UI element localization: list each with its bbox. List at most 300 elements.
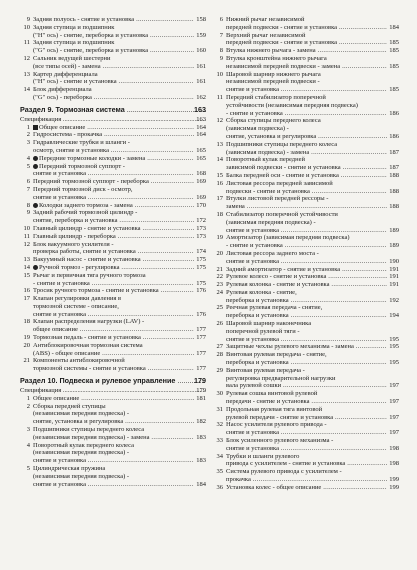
toc-entry-line — [226, 133, 387, 141]
toc-entry-page: 173 — [196, 224, 206, 232]
toc-entry-line — [33, 449, 194, 457]
toc-entry-line — [226, 382, 387, 390]
toc-entry-page: 184 — [196, 480, 206, 488]
toc-entry-line — [226, 47, 387, 55]
toc-entry-number: 33 — [216, 437, 223, 445]
toc-entry-text: Реечная рулевая передача - снятие, — [226, 304, 323, 312]
toc-entry-text: снятие и установка — [33, 457, 86, 465]
toc-entry-page: 195 — [389, 335, 399, 343]
toc-entry-page: 164 — [196, 123, 206, 131]
toc-entry-line — [33, 350, 194, 358]
toc-entry-text: независимой передней подвески - — [226, 78, 320, 86]
toc-entry-text: снятие и установка — [33, 170, 86, 178]
toc-entry-number: 9 — [26, 16, 30, 23]
toc-entry-page: 185 — [389, 86, 399, 94]
toc-entry-page: 183 — [196, 433, 206, 441]
circle-icon — [33, 156, 38, 161]
toc-entry-line — [226, 320, 387, 328]
toc-entry-number: 23 — [216, 281, 223, 289]
toc-entry-page: 199 — [389, 483, 399, 491]
toc-entry-number: 3 — [26, 139, 30, 147]
toc-entry-text: Шаровой шарнир нижнего рычага — [226, 70, 321, 78]
toc-entry-page: 188 — [389, 203, 399, 211]
section-9-heading — [20, 105, 206, 114]
toc-entry-line — [33, 147, 194, 155]
toc-entry — [20, 16, 206, 24]
toc-entry-number: 10 — [216, 70, 223, 78]
toc-entry — [213, 367, 399, 390]
toc-entry-page: 185 — [389, 39, 399, 47]
toc-entry-text: Компоненты антиблокировочной — [33, 357, 125, 365]
toc-entry-text: привода с усилителем - снятие и установка — [226, 460, 346, 468]
toc-entry-line — [33, 63, 194, 71]
toc-entry — [20, 233, 206, 241]
toc-entry-line — [226, 445, 387, 453]
toc-entry-line — [226, 429, 387, 437]
toc-entry-line — [226, 55, 387, 63]
toc-entry-text: тормозной системы - снятие и установка — [33, 365, 146, 373]
toc-entry-text: Тормозная педаль - снятие и установка — [33, 334, 141, 342]
toc-entry-page: 192 — [389, 296, 399, 304]
toc-entry-line — [226, 234, 387, 242]
toc-entry-page: 197 — [389, 429, 399, 437]
toc-entry-page: 175 — [196, 263, 206, 271]
toc-entry-number: 35 — [216, 468, 223, 476]
toc-entry-text: передней подвески - снятие и установка — [226, 23, 338, 31]
toc-entry — [213, 266, 399, 274]
toc-entry-text: переборка и установка — [226, 359, 289, 367]
toc-entry-text: Задняя ступица и подшипник — [33, 23, 115, 31]
toc-entry-line — [33, 124, 194, 132]
toc-entry-number: 8 — [26, 201, 30, 209]
toc-entry-number: 19 — [23, 334, 30, 342]
toc-entry-line — [33, 303, 194, 311]
toc-entry-text: (зависимая передняя подвеска) - — [226, 218, 316, 226]
toc-entry-number: 5 — [26, 465, 30, 473]
toc-entry-line — [33, 311, 194, 319]
toc-entry-number: 8 — [219, 47, 223, 55]
toc-entry-line — [226, 328, 387, 336]
toc-entry — [20, 318, 206, 334]
toc-entry-number: 19 — [216, 234, 223, 242]
toc-entry-text: Колодки заднего тормоза - замена — [39, 201, 133, 209]
toc-entry-line — [33, 170, 194, 178]
toc-entry — [213, 180, 399, 196]
toc-entry-page: 172 — [196, 217, 206, 225]
toc-entry-text: снятие и установка — [226, 444, 279, 452]
toc-entry-page: 177 — [196, 334, 206, 342]
toc-entry-number: 29 — [216, 366, 223, 374]
toc-entry-number: 15 — [216, 171, 223, 179]
toc-entry — [213, 55, 399, 71]
toc-entry — [20, 124, 206, 132]
toc-entry-number: 6 — [26, 178, 30, 186]
toc-entry-line — [226, 297, 387, 305]
toc-entry — [213, 406, 399, 422]
section-10-title: Раздел 10. Подвеска и рулевое управление ..... — [20, 376, 206, 385]
toc-entry — [20, 295, 206, 318]
toc-entry-text: Листовая рессора передней зависимой — [226, 179, 333, 187]
toc-entry-number: 30 — [216, 390, 223, 398]
left-column — [20, 16, 206, 488]
toc-entry-line — [33, 71, 194, 79]
toc-entry-number: 13 — [23, 256, 30, 264]
toc-entry-text: Передние тормозные колодки - замена — [39, 154, 146, 162]
toc-entry-number: 7 — [219, 31, 223, 39]
toc-entry-line — [226, 63, 387, 71]
toc-entry-line — [33, 209, 194, 217]
toc-entry — [213, 273, 399, 281]
toc-entry-line — [226, 273, 387, 281]
toc-entry-line — [33, 155, 194, 163]
toc-entry-line — [33, 410, 194, 418]
toc-entry-text: устойчивости (независимая передняя подвеска) — [226, 101, 358, 109]
toc-entry-text: тормозной системе - описание, — [33, 302, 119, 310]
toc-entry-text: Рычаг и первичная тяга ручного тормоза — [33, 271, 146, 279]
section-10-heading — [20, 376, 206, 385]
toc-entry-line — [226, 437, 387, 445]
toc-entry-line — [226, 460, 387, 468]
toc-entry-number: 1 — [26, 123, 30, 131]
toc-entry-number: 25 — [216, 304, 223, 312]
toc-entry-page: 191 — [389, 281, 399, 289]
toc-entry-line — [33, 434, 194, 442]
toc-entry-number: 16 — [216, 179, 223, 187]
toc-entry-line — [226, 258, 387, 266]
toc-entry-number: 12 — [23, 240, 30, 248]
toc-entry-page: 158 — [196, 16, 206, 23]
toc-entry-text: Главный цилиндр - снятие и установка — [33, 224, 141, 232]
toc-entry — [213, 141, 399, 157]
toc-entry-text: передней подвески - снятие и установка — [226, 39, 338, 47]
section-10-page: 179 — [194, 376, 206, 386]
toc-entry — [20, 155, 206, 163]
toc-entry — [213, 437, 399, 453]
toc-entry-text: снятие и установка — [33, 193, 86, 201]
toc-entry-line — [33, 233, 194, 241]
toc-entry-line — [226, 289, 387, 297]
toc-entry-text: снятие, установка и регулировка — [33, 418, 124, 426]
toc-entry — [20, 395, 206, 403]
toc-entry-line — [226, 390, 387, 398]
toc-entry-text: снятие и установка — [226, 429, 279, 437]
toc-entry-text: - снятие и установка — [226, 109, 283, 117]
toc-entry-line — [226, 250, 387, 258]
toc-entry-text: независимой передней подвески - замена — [226, 62, 341, 70]
toc-entry-number: 20 — [216, 249, 223, 257]
toc-entry-text: Втулки листовой передней рессоры - — [226, 195, 329, 203]
toc-entry-text: Защитные чехлы рулевого механизма - замена — [226, 343, 354, 351]
circle-icon — [33, 265, 38, 270]
toc-entry-page: 186 — [389, 109, 399, 117]
toc-entry — [213, 47, 399, 55]
toc-entry-text: Верхний рычаг независимой — [226, 31, 306, 39]
toc-entry-page: 181 — [196, 394, 206, 402]
toc-entry-text: Система рулевого привода с усилителем - — [226, 468, 342, 476]
toc-entry-line — [226, 266, 387, 274]
section-9-title: Раздел 9. Тормозная система ..... — [20, 105, 206, 114]
toc-entry-text: Блок дифференциала — [33, 86, 92, 94]
toc-entry — [213, 390, 399, 406]
toc-entry-page: 161 — [196, 62, 206, 70]
toc-entry-text: рулевой передачи - снятие и установка — [226, 413, 334, 421]
toc-entry-text: переборка и установка — [226, 312, 289, 320]
toc-entry-line — [226, 211, 387, 219]
toc-entry-text: Стабилизатор поперечной устойчивости — [226, 210, 338, 218]
toc-entry-text: Вакуумный насос - снятие и установка — [33, 256, 141, 264]
toc-entry-line — [33, 131, 194, 139]
toc-entry — [213, 281, 399, 289]
toc-entry — [20, 334, 206, 342]
toc-entry-page: 182 — [196, 418, 206, 426]
toc-entry-line — [33, 225, 194, 233]
toc-entry-text: Антиблокировочная тормозная система — [33, 341, 143, 349]
toc-entry-line — [226, 78, 387, 86]
toc-entry-line — [226, 188, 387, 196]
toc-entry-line — [33, 186, 194, 194]
toc-entry-text: (ABS) - общее описание — [33, 349, 101, 357]
spec-10-page: 179 — [196, 387, 206, 395]
toc-entry-text: (независимая передняя подвеска) - — [33, 472, 130, 480]
toc-entry — [20, 202, 206, 210]
toc-entry-number: 27 — [216, 343, 223, 351]
toc-entry-line — [33, 139, 194, 147]
toc-entry-text: (независимая передняя подвеска) - — [33, 410, 130, 418]
toc-entry — [20, 403, 206, 426]
toc-entry-text: (зависимая подвеска) - замена — [226, 148, 310, 156]
toc-entry-text: Картер дифференциала — [33, 70, 98, 78]
toc-entry-text: снятие, установка и регулировка — [226, 132, 317, 140]
toc-entry-text: Поворотный кулак передней — [226, 156, 305, 164]
toc-entry-page: 177 — [196, 365, 206, 373]
toc-entry-line — [33, 248, 194, 256]
toc-entry-text: замена — [226, 203, 245, 211]
toc-entry-number: 36 — [216, 483, 223, 491]
toc-entry-number: 6 — [219, 16, 223, 23]
toc-entry-line — [226, 476, 387, 484]
toc-entry-text: Ручной тормоз - регулировка — [39, 263, 120, 271]
toc-entry-line — [226, 406, 387, 414]
toc-entry-line — [33, 39, 194, 47]
toc-entry-text: Подшипники ступицы переднего колеса — [226, 140, 338, 148]
toc-entry — [20, 272, 206, 288]
toc-entry-line — [33, 272, 194, 280]
toc-entry-text: ("G" ось) - переборка — [33, 93, 92, 101]
toc-entry-page: 177 — [196, 349, 206, 357]
toc-entry — [213, 156, 399, 172]
toc-entry — [20, 86, 206, 102]
toc-entry-number: 15 — [23, 271, 30, 279]
toc-entry-number: 3 — [26, 426, 30, 434]
toc-entry-number: 21 — [23, 357, 30, 365]
toc-entry-text: Передний стабилизатор поперечной — [226, 93, 326, 101]
toc-entry-text: зависимой подвески - снятие и установка — [226, 164, 341, 172]
toc-entry — [213, 94, 399, 117]
toc-entry-line — [33, 326, 194, 334]
toc-entry-text: Втулка кронштейна нижнего рычага — [226, 54, 327, 62]
toc-entry — [213, 117, 399, 140]
toc-entry-page: 191 — [389, 265, 399, 273]
toc-entry-text: Сборка ступицы переднего колеса — [226, 117, 321, 125]
toc-entry-text: снятие и установка — [33, 480, 86, 488]
toc-entry — [20, 163, 206, 179]
toc-entry-page: 164 — [196, 131, 206, 139]
toc-entry-line — [33, 403, 194, 411]
toc-entry-text: Сборка передней ступицы — [33, 402, 106, 410]
toc-entry-number: 2 — [26, 131, 30, 139]
toc-entry-line — [226, 94, 387, 102]
toc-entry-line — [226, 125, 387, 133]
toc-entry-text: снятие и установка — [226, 257, 279, 265]
toc-entry-number: 11 — [216, 93, 223, 101]
toc-entry-number: 4 — [26, 441, 30, 449]
toc-entry-text: Рулевая колонка - снятие, — [226, 288, 297, 296]
spec-9-page: 163 — [196, 115, 206, 123]
toc-entry-number: 9 — [219, 54, 223, 62]
circle-icon — [33, 164, 38, 169]
toc-entry-text: общее описание — [33, 326, 78, 334]
toc-entry-page: 176 — [196, 310, 206, 318]
toc-entry-number: 1 — [26, 394, 30, 402]
toc-entry-line — [226, 180, 387, 188]
toc-entry-number: 16 — [23, 287, 30, 295]
toc-entry-page: 160 — [196, 47, 206, 55]
toc-entry-text: Гидравлические трубки и шланги - — [33, 139, 130, 147]
toc-entry-line — [226, 71, 387, 79]
toc-entry-text: (зависимая подвеска) - — [226, 125, 289, 133]
toc-entry-line — [226, 24, 387, 32]
toc-entry — [20, 209, 206, 225]
toc-entry — [213, 304, 399, 320]
toc-entry — [213, 172, 399, 180]
toc-entry-page: 198 — [389, 460, 399, 468]
toc-entry-text: регулировка предварительной нагрузки — [226, 374, 336, 382]
toc-entry-page: 165 — [196, 146, 206, 154]
toc-entry-text: Передний тормозной диск - осмотр, — [33, 185, 133, 193]
toc-entry-line — [33, 457, 194, 465]
toc-entry — [20, 287, 206, 295]
toc-entry-number: 32 — [216, 421, 223, 429]
toc-entry-line — [33, 86, 194, 94]
toc-entry-page: 176 — [196, 287, 206, 295]
toc-entry-page: 187 — [389, 148, 399, 156]
toc-entry — [213, 351, 399, 367]
toc-entry-page: 188 — [389, 187, 399, 195]
toc-entry-text: вала рулевой сошки — [226, 382, 282, 390]
toc-entry-text: Продольная рулевая тяга винтовой — [226, 405, 323, 413]
toc-entry-page: 165 — [196, 154, 206, 162]
toc-entry-line — [226, 16, 387, 24]
toc-entry — [20, 342, 206, 358]
toc-entry-text: Балка передней оси - снятие и установка — [226, 171, 339, 179]
toc-entry-page: 185 — [389, 62, 399, 70]
toc-entry — [213, 320, 399, 343]
toc-entry-line — [33, 24, 194, 32]
toc-entry-line — [33, 426, 194, 434]
toc-entry-text: (независимая передняя подвеска) - — [33, 449, 130, 457]
toc-entry-line — [226, 102, 387, 110]
toc-entry — [213, 421, 399, 437]
toc-entry-page: 199 — [389, 476, 399, 484]
toc-entry-text: Рулевая колонка - снятие и установка — [226, 281, 330, 289]
toc-entry-line — [226, 203, 387, 211]
toc-entry-text: Передний тормозной суппорт - — [39, 162, 125, 170]
toc-entry — [20, 186, 206, 202]
toc-entry-text: Установка колес - общее описание — [226, 483, 322, 491]
toc-entry-text: Нижний рычаг независимой — [226, 16, 305, 23]
toc-entry-line — [33, 78, 194, 86]
section-10-entries — [20, 395, 206, 489]
toc-entry-line — [33, 365, 194, 373]
toc-entry — [213, 16, 399, 32]
toc-entry-line — [33, 473, 194, 481]
toc-entry-line — [226, 39, 387, 47]
toc-entry-page: 159 — [196, 31, 206, 39]
toc-entry-text: Общее описание — [39, 123, 86, 131]
toc-entry-page: 189 — [389, 242, 399, 250]
toc-entry-number: 7 — [26, 185, 30, 193]
toc-entry-line — [226, 312, 387, 320]
toc-entry — [213, 468, 399, 484]
toc-entry — [213, 211, 399, 234]
toc-entry-page: 177 — [196, 326, 206, 334]
toc-entry-page: 161 — [196, 78, 206, 86]
toc-entry-text: передачи - снятие и установка — [226, 398, 310, 406]
section-9-entries — [20, 124, 206, 374]
toc-entry-line — [33, 32, 194, 40]
toc-entry-number: 34 — [216, 452, 223, 460]
toc-entry-text: Насос усилителя рулевого привода - — [226, 421, 327, 429]
toc-entry-text: Поворотный кулак переднего колеса — [33, 441, 134, 449]
toc-entry-text: Задняя полуось - снятие и установка — [33, 16, 135, 23]
toc-entry-line — [33, 194, 194, 202]
toc-entry-text: Клапан регулировки давления в — [33, 295, 122, 303]
toc-entry-text: - снятие и установка — [226, 242, 283, 250]
toc-entry-number: 9 — [26, 209, 30, 217]
toc-entry-page: 194 — [389, 312, 399, 320]
toc-entry-text: Подшипники ступицы переднего колеса — [33, 426, 145, 434]
toc-entry — [20, 426, 206, 442]
toc-entry — [20, 39, 206, 55]
toc-entry-page: 188 — [389, 171, 399, 179]
toc-entry-number: 10 — [23, 224, 30, 232]
toc-entry-text: Рулевое колесо - снятие и установка — [226, 273, 327, 281]
toc-entry-text: Листовая рессора заднего моста - — [226, 249, 319, 257]
toc-entry-line — [226, 414, 387, 422]
toc-entry-page: 187 — [389, 164, 399, 172]
toc-entry — [213, 484, 399, 492]
toc-entry-text: снятие и установка — [226, 335, 279, 343]
spec-10 — [20, 387, 206, 395]
toc-entry-line — [33, 241, 194, 249]
toc-entry-line — [33, 55, 194, 63]
toc-entry-number: 10 — [23, 23, 30, 31]
toc-entry-text: снятие, переборка и установка — [33, 217, 118, 225]
toc-entry-line — [226, 141, 387, 149]
toc-entry-number: 17 — [23, 295, 30, 303]
toc-entry-line — [226, 164, 387, 172]
toc-entry — [20, 71, 206, 87]
toc-entry-page: 197 — [389, 382, 399, 390]
toc-entry-text: Шаровой шарнир наконечника — [226, 320, 312, 328]
toc-entry-line — [33, 295, 194, 303]
toc-entry-text: Цилиндрическая пружина — [33, 465, 106, 473]
toc-entry-line — [33, 280, 194, 288]
toc-entry-line — [226, 242, 387, 250]
toc-entry-text: снятие и установка — [226, 226, 279, 234]
circle-icon — [33, 203, 38, 208]
toc-entry — [20, 442, 206, 465]
